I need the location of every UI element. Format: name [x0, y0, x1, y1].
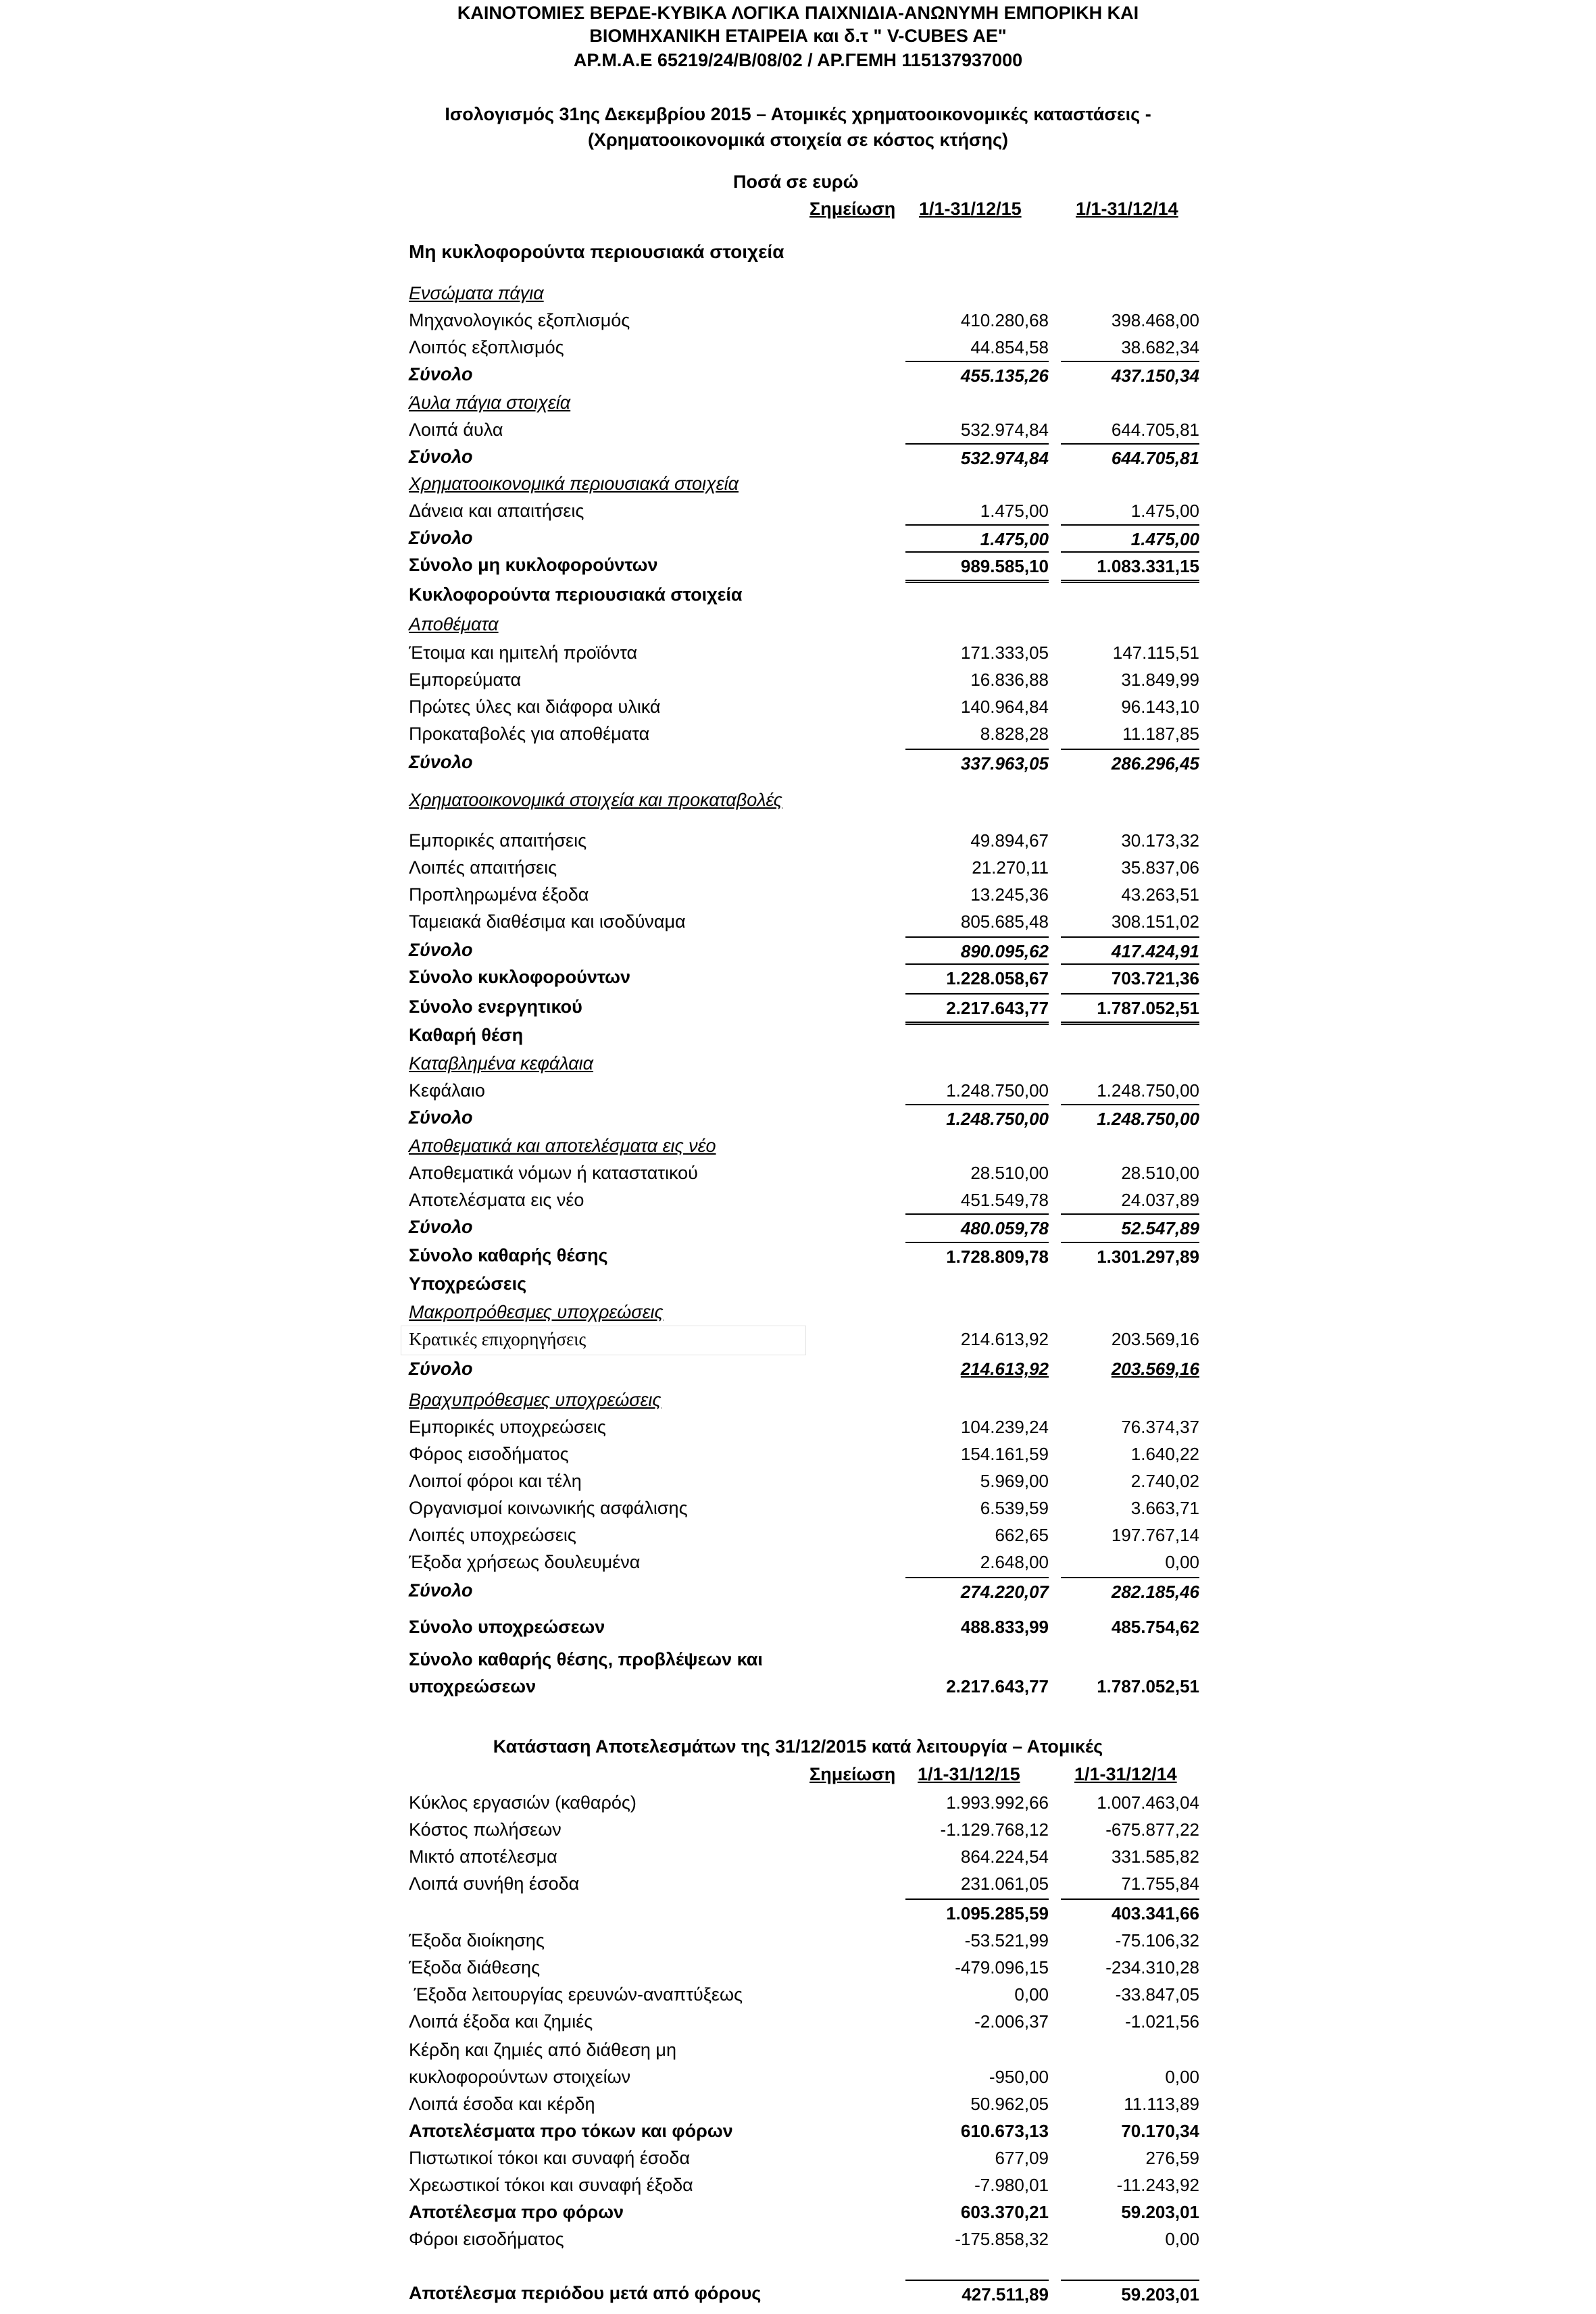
balance-sheet-current-value: 44.854,58	[970, 337, 1049, 357]
balance-sheet-row	[0, 666, 1596, 693]
balance-sheet-row-label: Φόρος εισοδήματος	[409, 1444, 569, 1464]
balance-sheet-row	[0, 581, 1596, 608]
note-column-header: Σημείωση	[809, 199, 896, 219]
balance-sheet-row	[0, 280, 1596, 307]
balance-sheet-prior-value: 1.475,00	[1130, 501, 1199, 521]
income-statement-prior-value: 403.341,66	[1061, 1898, 1199, 1927]
balance-sheet-row	[0, 1355, 1596, 1382]
balance-sheet-prior-value: 28.510,00	[1121, 1163, 1199, 1183]
income-statement-row-label: Μικτό αποτέλεσμα	[409, 1846, 557, 1867]
balance-sheet-current-value: 890.095,62	[905, 936, 1049, 965]
income-statement-prior-value: 331.585,82	[1111, 1846, 1199, 1867]
balance-sheet-row	[0, 1213, 1596, 1240]
balance-sheet-row-label: Σύνολο	[409, 364, 473, 384]
balance-sheet-row-label: Σύνολο καθαρής θέσης, προβλέψεων και υποχρεώσεων	[409, 1649, 763, 1696]
income-statement-row	[0, 2225, 1596, 2253]
balance-sheet-current-value: 480.059,78	[905, 1213, 1049, 1242]
balance-sheet-row	[0, 551, 1596, 578]
balance-sheet-row	[0, 1132, 1596, 1159]
balance-sheet-row-label: Λοιπά άυλα	[409, 420, 503, 440]
income-statement-row-label: Λοιπά έξοδα και ζημιές	[409, 2011, 593, 2032]
balance-sheet-row-label: Προκαταβολές για αποθέματα	[409, 724, 650, 744]
balance-sheet-row	[0, 908, 1596, 935]
income-statement-row	[0, 1981, 1596, 2008]
balance-sheet-row-label: Σύνολο	[409, 447, 473, 467]
balance-sheet-row-label: Σύνολο	[409, 752, 473, 772]
income-statement-row-label: Λοιπά συνήθη έσοδα	[409, 1873, 580, 1894]
income-statement-current-value: 50.962,05	[970, 2094, 1049, 2114]
balance-sheet-row-label: Ταμειακά διαθέσιμα και ισοδύναμα	[409, 911, 686, 932]
income-statement-current-value: 864.224,54	[960, 1846, 1049, 1867]
balance-sheet-row-label: Βραχυπρόθεσμες υποχρεώσεις	[409, 1390, 662, 1410]
balance-sheet-row	[0, 881, 1596, 908]
income-statement-row-label: Πιστωτικοί τόκοι και συναφή έσοδα	[409, 2148, 691, 2168]
income-statement-prior-value: -1.021,56	[1125, 2011, 1199, 2032]
income-statement-row	[0, 2090, 1596, 2117]
balance-sheet-row-label: Σύνολο ενεργητικού	[409, 997, 582, 1017]
income-statement-prior-value: -675.877,22	[1105, 1819, 1199, 1840]
income-statement-current-value: 677,09	[995, 2148, 1049, 2168]
income-statement-row	[0, 1870, 1596, 1897]
balance-sheet-prior-value: 197.767,14	[1111, 1525, 1199, 1545]
balance-sheet-row-label: Κρατικές επιχορηγήσεις	[409, 1329, 587, 1349]
balance-sheet-current-value: 1.475,00	[905, 524, 1049, 553]
balance-sheet-current-value: 28.510,00	[970, 1163, 1049, 1183]
balance-sheet-current-value: 171.333,05	[960, 643, 1049, 663]
balance-sheet-row-label: Καθαρή θέση	[409, 1025, 524, 1045]
balance-sheet-prior-value: 485.754,62	[1111, 1617, 1199, 1637]
balance-sheet-row-label: Σύνολο υποχρεώσεων	[409, 1617, 605, 1637]
income-statement-current-value: 1.993.992,66	[946, 1792, 1049, 1813]
income-statement-row-label: Αποτελέσματα προ τόκων και φόρων	[409, 2121, 733, 2141]
balance-sheet-row-label: Σύνολο	[409, 1359, 473, 1379]
balance-sheet-row	[0, 1613, 1596, 1640]
income-statement-current-value: -479.096,15	[955, 1957, 1049, 1978]
balance-sheet-current-value: 989.585,10	[905, 551, 1049, 583]
balance-sheet-row-label: Καταβλημένα κεφάλαια	[409, 1053, 594, 1074]
balance-sheet-prior-value: 3.663,71	[1130, 1498, 1199, 1518]
balance-sheet-prior-value: 96.143,10	[1121, 697, 1199, 717]
income-statement-prior-value: -11.243,92	[1116, 2175, 1199, 2195]
balance-sheet-row	[0, 1440, 1596, 1467]
income-statement-current-value: 427.511,89	[905, 2280, 1049, 2308]
balance-sheet-current-value: 2.217.643,77	[946, 1676, 1049, 1696]
balance-sheet-row	[0, 639, 1596, 666]
balance-sheet-row	[0, 693, 1596, 720]
balance-sheet-current-value: 49.894,67	[970, 830, 1049, 851]
balance-sheet-row-label: Σύνολο μη κυκλοφορούντων	[409, 555, 658, 575]
balance-sheet-prior-value: 43.263,51	[1121, 884, 1199, 905]
balance-sheet-current-value: 13.245,36	[970, 884, 1049, 905]
balance-sheet-row	[0, 1022, 1596, 1049]
income-statement-row-label: Αποτέλεσμα περιόδου μετά από φόρους	[409, 2283, 762, 2303]
balance-sheet-prior-value: 0,00	[1165, 1552, 1199, 1572]
balance-sheet-row-label: Εμπορικές απαιτήσεις	[409, 830, 587, 851]
balance-sheet-row-label: Σύνολο	[409, 1580, 473, 1601]
balance-sheet-current-value: 337.963,05	[905, 749, 1049, 777]
balance-sheet-row-label: Αποθέματα	[409, 614, 499, 634]
balance-sheet-row-label: Εμπορικές υποχρεώσεις	[409, 1417, 606, 1437]
balance-sheet-row-label: Αποθεματικά και αποτελέσματα εις νέο	[409, 1136, 716, 1156]
balance-sheet-row-label: Άυλα πάγια στοιχεία	[409, 393, 571, 413]
balance-sheet-current-value: 6.539,59	[980, 1498, 1049, 1518]
balance-sheet-row	[0, 1413, 1596, 1440]
balance-sheet-prior-value: 398.468,00	[1111, 310, 1199, 330]
balance-sheet-row-label: Λοιποί φόροι και τέλη	[409, 1471, 582, 1491]
balance-sheet-row-label: Μηχανολογικός εξοπλισμός	[409, 310, 630, 330]
balance-sheet-row	[0, 307, 1596, 334]
balance-sheet-current-value: 1.475,00	[980, 501, 1049, 521]
income-statement-current-value: 1.095.285,59	[905, 1898, 1049, 1927]
income-statement-row	[0, 1954, 1596, 1981]
income-statement-prior-value: 70.170,34	[1121, 2121, 1199, 2141]
balance-sheet-prior-value: 35.837,06	[1121, 857, 1199, 878]
balance-sheet-row-label: Έτοιμα και ημιτελή προϊόντα	[409, 643, 638, 663]
balance-sheet-row	[0, 993, 1596, 1020]
balance-sheet-prior-value: 644.705,81	[1111, 420, 1199, 440]
company-registration: ΑΡ.Μ.Α.Ε 65219/24/Β/08/02 / ΑΡ.ΓΕΜΗ 115137937000	[573, 50, 1023, 70]
balance-sheet-prior-value: 1.248.750,00	[1061, 1104, 1199, 1132]
income-statement-current-value: -53.521,99	[964, 1930, 1049, 1951]
prior-period-header: 1/1-31/12/14	[1076, 199, 1178, 219]
income-statement-current-value: 0,00	[1014, 1984, 1049, 2005]
balance-sheet-prior-value: 1.640,22	[1130, 1444, 1199, 1464]
income-note-header: Σημείωση	[809, 1764, 896, 1784]
balance-sheet-row	[0, 1186, 1596, 1213]
balance-sheet-prior-value: 417.424,91	[1061, 936, 1199, 965]
balance-sheet-row-label: Σύνολο κυκλοφορούντων	[409, 967, 630, 987]
balance-sheet-current-value: 16.836,88	[970, 670, 1049, 690]
income-statement-current-value: 610.673,13	[960, 2121, 1049, 2141]
balance-sheet-prior-value: 437.150,34	[1061, 361, 1199, 389]
balance-sheet-current-value: 805.685,48	[960, 911, 1049, 932]
balance-sheet-row	[0, 1577, 1596, 1604]
balance-sheet-prior-value: 30.173,32	[1121, 830, 1199, 851]
balance-sheet-prior-value: 1.475,00	[1061, 524, 1199, 553]
balance-sheet-current-value: 104.239,24	[960, 1417, 1049, 1437]
balance-sheet-row-label: Σύνολο	[409, 1107, 473, 1128]
balance-sheet-prior-value: 286.296,45	[1061, 749, 1199, 777]
income-statement-row	[0, 2008, 1596, 2035]
income-statement-prior-value: -75.106,32	[1115, 1930, 1199, 1951]
income-statement-current-value: -7.980,01	[974, 2175, 1049, 2195]
balance-sheet-row	[0, 389, 1596, 416]
income-statement-row	[0, 2036, 1596, 2090]
balance-sheet-prior-value: 308.151,02	[1111, 911, 1199, 932]
current-period-header: 1/1-31/12/15	[919, 199, 1022, 219]
balance-sheet-current-value: 488.833,99	[960, 1617, 1049, 1637]
balance-sheet-row	[0, 936, 1596, 963]
balance-sheet-current-value: 455.135,26	[905, 361, 1049, 389]
balance-sheet-current-value: 5.969,00	[980, 1471, 1049, 1491]
balance-sheet-row-label: Εμπορεύματα	[409, 670, 522, 690]
balance-sheet-prior-value: 203.569,16	[1111, 1329, 1199, 1349]
income-prior-period-header: 1/1-31/12/14	[1074, 1764, 1177, 1784]
income-statement-row	[0, 1843, 1596, 1870]
balance-sheet-row-label: Σύνολο	[409, 1217, 473, 1237]
balance-sheet-prior-value: 38.682,34	[1121, 337, 1199, 357]
balance-sheet-current-value: 214.613,92	[960, 1359, 1049, 1379]
balance-sheet-row-label: Λοιπές υποχρεώσεις	[409, 1525, 576, 1545]
balance-sheet-prior-value: 31.849,99	[1121, 670, 1199, 690]
balance-sheet-row	[0, 1077, 1596, 1104]
income-statement-current-value: 603.370,21	[960, 2202, 1049, 2222]
balance-sheet-row-label: Υποχρεώσεις	[409, 1274, 527, 1294]
income-statement-prior-value: 0,00	[1165, 2067, 1199, 2087]
balance-sheet-prior-value: 644.705,81	[1061, 443, 1199, 472]
balance-sheet-current-value: 662,65	[995, 1525, 1049, 1545]
balance-sheet-row	[0, 963, 1596, 990]
balance-sheet-current-value: 1.728.809,78	[905, 1242, 1049, 1270]
balance-sheet-row	[0, 786, 1596, 813]
income-statement-row	[0, 1816, 1596, 1843]
income-statement-prior-value: 11.113,89	[1124, 2094, 1199, 2114]
balance-sheet-prior-value: 2.740,02	[1130, 1471, 1199, 1491]
balance-sheet-row	[0, 1104, 1596, 1131]
balance-sheet-current-value: 1.248.750,00	[905, 1104, 1049, 1132]
balance-sheet-row	[0, 1467, 1596, 1494]
income-statement-title: Κατάσταση Αποτελεσμάτων της 31/12/2015 κατά λειτουργία – Ατομικές	[493, 1736, 1103, 1757]
balance-sheet-row-label: Σύνολο	[409, 528, 473, 548]
income-statement-row-label: Έξοδα λειτουργίας ερευνών-αναπτύξεως	[409, 1984, 743, 2005]
income-statement-current-value: 231.061,05	[960, 1873, 1049, 1894]
income-statement-row-label: Έξοδα διάθεσης	[409, 1957, 541, 1978]
income-statement-current-value: -950,00	[989, 2067, 1049, 2087]
balance-sheet-row	[0, 1299, 1596, 1326]
balance-sheet-row-label: Κεφάλαιο	[409, 1080, 485, 1101]
balance-sheet-row-label: Σύνολο	[409, 940, 473, 960]
balance-sheet-current-value: 451.549,78	[960, 1190, 1049, 1210]
income-statement-prior-value: 0,00	[1165, 2229, 1199, 2249]
income-statement-current-value: -2.006,37	[974, 2011, 1049, 2032]
balance-sheet-row-label: Χρηματοοικονομικά περιουσιακά στοιχεία	[409, 474, 739, 494]
balance-sheet-row	[0, 1159, 1596, 1186]
grants-field-box	[401, 1326, 806, 1355]
income-statement-row-label: Κόστος πωλήσεων	[409, 1819, 562, 1840]
amounts-in-euro-label: Ποσά σε ευρώ	[733, 172, 859, 192]
balance-sheet-row	[0, 416, 1596, 443]
income-statement-row	[0, 2280, 1596, 2307]
balance-sheet-prior-value: 76.374,37	[1121, 1417, 1199, 1437]
income-current-period-header: 1/1-31/12/15	[918, 1764, 1020, 1784]
balance-sheet-prior-value: 24.037,89	[1121, 1190, 1199, 1210]
balance-sheet-row	[0, 497, 1596, 524]
balance-sheet-row-label: Έξοδα χρήσεως δουλευμένα	[409, 1552, 641, 1572]
balance-sheet-row-label: Αποτελέσματα εις νέο	[409, 1190, 584, 1210]
balance-sheet-current-value: 2.648,00	[980, 1552, 1049, 1572]
balance-sheet-row-label: Σύνολο καθαρής θέσης	[409, 1245, 608, 1265]
balance-sheet-row-label: Δάνεια και απαιτήσεις	[409, 501, 584, 521]
company-name-line-1: ΚΑΙΝΟΤΟΜΙΕΣ ΒΕΡΔΕ-ΚΥΒΙΚΑ ΛΟΓΙΚΑ ΠΑΙΧΝΙΔΙΑ-ΑΝΩΝΥΜΗ ΕΜΠΟΡΙΚΗ ΚΑΙ	[457, 3, 1139, 23]
income-statement-row-label: Αποτέλεσμα προ φόρων	[409, 2202, 624, 2222]
balance-sheet-row-label: Λοιπές απαιτήσεις	[409, 857, 557, 878]
income-statement-row-label: Λοιπά έσοδα και κέρδη	[409, 2094, 595, 2114]
balance-sheet-row	[0, 524, 1596, 551]
income-statement-current-value: -1.129.768,12	[940, 1819, 1049, 1840]
balance-sheet-row	[0, 443, 1596, 470]
non-current-assets-heading: Μη κυκλοφορούντα περιουσιακά στοιχεία	[409, 241, 784, 262]
income-statement-row	[0, 2198, 1596, 2225]
income-statement-prior-value: 59.203,01	[1121, 2202, 1199, 2222]
balance-sheet-row	[0, 1242, 1596, 1269]
balance-sheet-current-value: 532.974,84	[960, 420, 1049, 440]
income-statement-row-label: Φόροι εισοδήματος	[409, 2229, 564, 2249]
income-statement-prior-value: -234.310,28	[1105, 1957, 1199, 1978]
balance-sheet-prior-value: 1.248.750,00	[1097, 1080, 1199, 1101]
balance-sheet-row	[0, 611, 1596, 638]
balance-sheet-current-value: 214.613,92	[960, 1329, 1049, 1349]
balance-sheet-title: Ισολογισμός 31ης Δεκεμβρίου 2015 – Ατομικές χρηματοοικονομικές καταστάσεις -	[445, 104, 1151, 124]
balance-sheet-current-value: 21.270,11	[972, 857, 1049, 878]
balance-sheet-current-value: 140.964,84	[960, 697, 1049, 717]
income-statement-row-label: Κέρδη και ζημιές από διάθεση μη κυκλοφορούντων στοιχείων	[409, 2040, 676, 2087]
balance-sheet-prior-value: 147.115,51	[1112, 643, 1199, 663]
balance-sheet-row-label: Χρηματοοικονομικά στοιχεία και προκαταβολές	[409, 790, 782, 810]
balance-sheet-row	[0, 470, 1596, 497]
income-statement-current-value: -175.858,32	[955, 2229, 1049, 2249]
income-statement-row-label: Χρεωστικοί τόκοι και συναφή έξοδα	[409, 2175, 693, 2195]
balance-sheet-row	[0, 334, 1596, 361]
balance-sheet-prior-value: 1.301.297,89	[1061, 1242, 1199, 1270]
income-statement-row-label: Κύκλος εργασιών (καθαρός)	[409, 1792, 637, 1813]
balance-sheet-row-label: Κυκλοφορούντα περιουσιακά στοιχεία	[409, 584, 743, 605]
balance-sheet-row	[0, 854, 1596, 881]
balance-sheet-current-value: 154.161,59	[960, 1444, 1049, 1464]
company-name-line-2: ΒΙΟΜΗΧΑΝΙΚΗ ΕΤΑΙΡΕΙΑ και δ.τ " V-CUBES AE"	[589, 26, 1007, 46]
income-statement-prior-value: 1.007.463,04	[1097, 1792, 1199, 1813]
income-statement-row	[0, 2144, 1596, 2171]
income-statement-row	[0, 2171, 1596, 2198]
balance-sheet-row	[0, 1646, 1596, 1700]
balance-sheet-prior-value: 703.721,36	[1061, 963, 1199, 992]
balance-sheet-row	[0, 1386, 1596, 1413]
balance-sheet-prior-value: 11.187,85	[1122, 724, 1199, 744]
income-statement-prior-value: 59.203,01	[1061, 2280, 1199, 2308]
income-statement-row	[0, 1927, 1596, 1954]
balance-sheet-current-value: 274.220,07	[905, 1577, 1049, 1605]
balance-sheet-prior-value: 1.787.052,51	[1061, 993, 1199, 1025]
balance-sheet-row	[0, 1270, 1596, 1297]
balance-sheet-row	[0, 1521, 1596, 1549]
income-statement-row	[0, 1789, 1596, 1816]
balance-sheet-prior-value: 52.547,89	[1061, 1213, 1199, 1242]
balance-sheet-subtitle: (Χρηματοοικονομικά στοιχεία σε κόστος κτήσης)	[587, 130, 1009, 150]
balance-sheet-current-value: 1.228.058,67	[905, 963, 1049, 992]
balance-sheet-current-value: 2.217.643,77	[905, 993, 1049, 1025]
balance-sheet-prior-value: 1.083.331,15	[1061, 551, 1199, 583]
balance-sheet-row-label: Οργανισμοί κοινωνικής ασφάλισης	[409, 1498, 688, 1518]
income-statement-prior-value: 71.755,84	[1121, 1873, 1199, 1894]
balance-sheet-current-value: 8.828,28	[980, 724, 1049, 744]
income-statement-row-label: Έξοδα διοίκησης	[409, 1930, 545, 1951]
balance-sheet-current-value: 532.974,84	[905, 443, 1049, 472]
balance-sheet-row	[0, 1050, 1596, 1077]
balance-sheet-current-value: 1.248.750,00	[946, 1080, 1049, 1101]
balance-sheet-prior-value: 282.185,46	[1061, 1577, 1199, 1605]
balance-sheet-row	[0, 1549, 1596, 1576]
income-statement-row	[0, 2117, 1596, 2144]
balance-sheet-row-label: Προπληρωμένα έξοδα	[409, 884, 589, 905]
balance-sheet-row-label: Λοιπός εξοπλισμός	[409, 337, 564, 357]
balance-sheet-row	[0, 361, 1596, 388]
balance-sheet-row	[0, 749, 1596, 776]
balance-sheet-row	[0, 1494, 1596, 1521]
income-statement-prior-value: 276,59	[1145, 2148, 1199, 2168]
balance-sheet-row-label: Ενσώματα πάγια	[409, 283, 544, 303]
balance-sheet-current-value: 410.280,68	[960, 310, 1049, 330]
balance-sheet-prior-value: 1.787.052,51	[1097, 1676, 1199, 1696]
balance-sheet-row	[0, 827, 1596, 854]
balance-sheet-row-label: Πρώτες ύλες και διάφορα υλικά	[409, 697, 661, 717]
balance-sheet-row-label: Μακροπρόθεσμες υποχρεώσεις	[409, 1302, 664, 1322]
balance-sheet-prior-value: 203.569,16	[1111, 1359, 1199, 1379]
balance-sheet-row	[0, 720, 1596, 747]
income-statement-row	[0, 1898, 1596, 1926]
balance-sheet-row-label: Αποθεματικά νόμων ή καταστατικού	[409, 1163, 698, 1183]
income-statement-prior-value: -33.847,05	[1115, 1984, 1199, 2005]
